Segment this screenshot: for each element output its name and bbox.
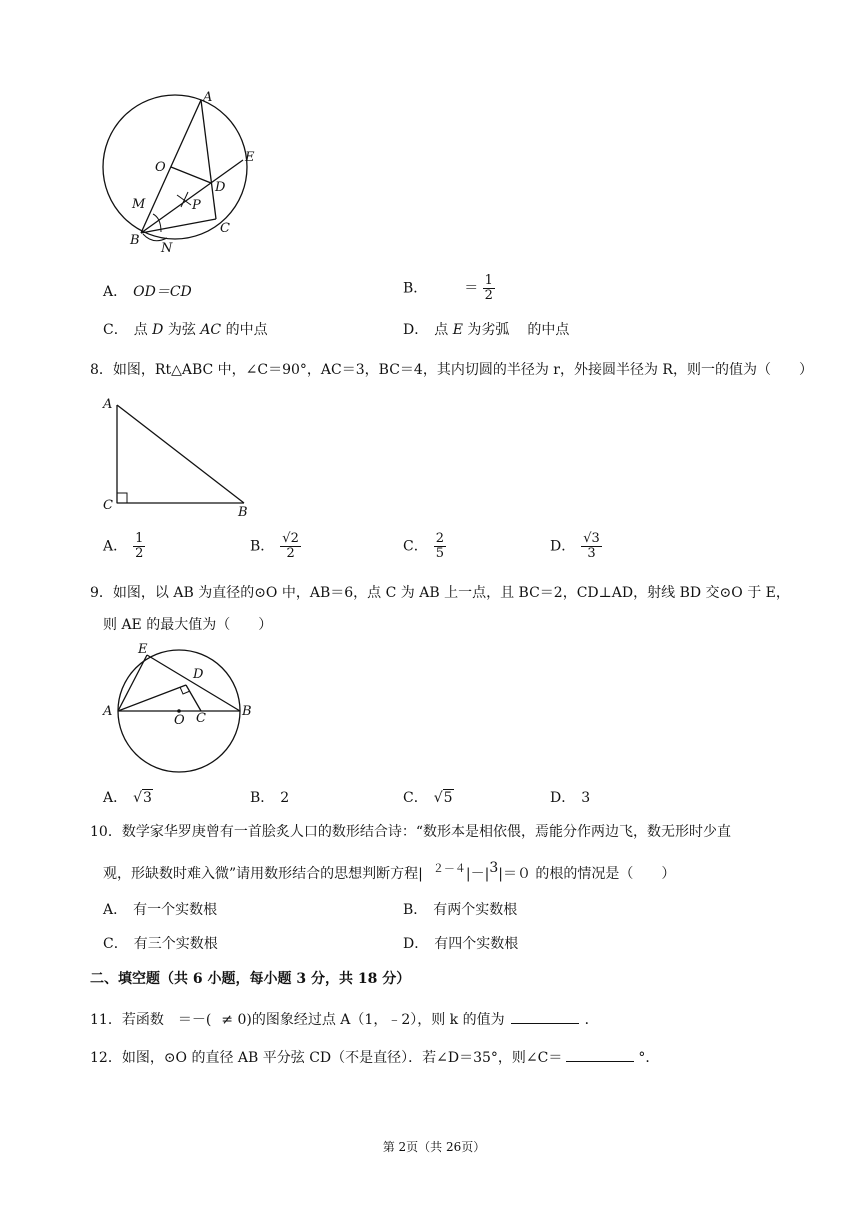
q8-triangle-figure xyxy=(110,400,255,510)
q7-option-a xyxy=(103,281,192,301)
q8-option-b: B． $\frac{√2}{2}$ xyxy=(250,531,299,561)
option-text: OD＝CD xyxy=(133,284,192,300)
q7-label-O: O xyxy=(155,160,166,175)
q7-label-B: B xyxy=(130,233,140,248)
fraction: $\frac{√2}{2}$ xyxy=(282,531,299,561)
q7-circle-figure xyxy=(95,88,275,263)
fraction: $\frac{2}{5}$ xyxy=(435,531,444,561)
q7-label-P: P xyxy=(192,198,201,213)
q10-option-d: D． 有四个实数根 xyxy=(403,936,519,952)
q10-option-b: B． 有两个实数根 xyxy=(403,902,518,918)
q9-circle-figure xyxy=(110,640,250,780)
q9-option-c: C． √5 xyxy=(403,790,453,806)
q9-option-a: A． √3 xyxy=(103,790,152,806)
q7-label-C: C xyxy=(220,221,230,236)
q9-label-O: O xyxy=(174,713,185,728)
q10-option-c: C． 有三个实数根 xyxy=(103,936,218,952)
q10-stem-line2: 观，形缺数时难入微”请用数形结合的思想判断方程| $^{2-4}$|－|3|＝０ 的根的情况是（ ） xyxy=(103,860,676,882)
fraction: $\frac{√3}{3}$ xyxy=(583,531,600,561)
q7-label-N: N xyxy=(161,241,173,256)
q8-label-C: C xyxy=(103,498,113,513)
answer-blank[interactable] xyxy=(511,1023,579,1024)
q9-stem-line1: 9．如图，以 AB 为直径的⊙O 中，AB＝6，点 C 为 AB 上一点，且 BC＝2，CD⊥AD，射线 BD 交⊙O 于 E， xyxy=(90,585,790,601)
option-prefix: B． xyxy=(403,280,428,297)
q7-option-d: D． 点 E 为劣弧 的中点 xyxy=(403,322,570,338)
q9-label-A: A xyxy=(103,704,113,719)
q8-option-a: A． $\frac{1}{2}$ xyxy=(103,531,144,561)
q7-option-b xyxy=(403,274,495,303)
section-title: 二、填空题（共 6 小题，每小题 3 分，共 18 分） xyxy=(90,971,411,987)
q7-label-M: M xyxy=(132,197,146,212)
q8-stem: 8．如图，Rt△ABC 中，∠C＝90°，AC＝3，BC＝4，其内切圆的半径为 r，外接圆半径为 R，则一的值为（ ） xyxy=(90,362,813,378)
q9-option-b: B． 2 xyxy=(250,790,290,806)
q12: 12．如图，⊙O 的直径 AB 平分弦 CD（不是直径）．若∠D＝35°，则∠C＝ °． xyxy=(90,1050,660,1066)
q9-label-B: B xyxy=(242,704,252,719)
q11: 11．若函数 ＝－( ≠ 0)的图象经过点 A（1，﹣2），则 k 的值为 ． xyxy=(90,1012,599,1028)
option-prefix: C． xyxy=(103,322,128,338)
q8-label-B: B xyxy=(238,505,248,520)
q9-label-D: D xyxy=(193,667,204,682)
option-eq: ＝ xyxy=(464,280,479,297)
q10-option-a: A． 有一个实数根 xyxy=(103,902,218,918)
page-footer: 第 2页（共 26页） xyxy=(382,1140,486,1154)
option-prefix: A． xyxy=(103,284,128,300)
q9-label-C: C xyxy=(196,711,206,726)
q9-stem-line2: 则 AE 的最大值为（ ） xyxy=(103,617,273,633)
q7-label-E: E xyxy=(245,150,255,165)
q7-label-D: D xyxy=(215,180,226,195)
q8-label-A: A xyxy=(103,397,113,412)
q9-label-E: E xyxy=(138,642,148,657)
q8-option-c: C． $\frac{2}{5}$ xyxy=(403,531,444,561)
fraction: $\frac{1}{2}$ xyxy=(484,273,493,303)
fraction: $\frac{1}{2}$ xyxy=(135,531,144,561)
q7-option-c: C． 点 D 为弦 AC 的中点 xyxy=(103,322,268,338)
q8-option-d: D． $\frac{√3}{3}$ xyxy=(550,531,600,561)
answer-blank[interactable] xyxy=(566,1061,634,1062)
q7-label-A: A xyxy=(203,90,213,105)
q10-stem-line1: 10．数学家华罗庚曾有一首脍炙人口的数形结合诗：“数形本是相依偎，焉能分作两边飞，数无形时少直 xyxy=(90,824,731,840)
option-prefix: D． xyxy=(403,322,429,338)
q9-option-d: D． 3 xyxy=(550,790,591,806)
